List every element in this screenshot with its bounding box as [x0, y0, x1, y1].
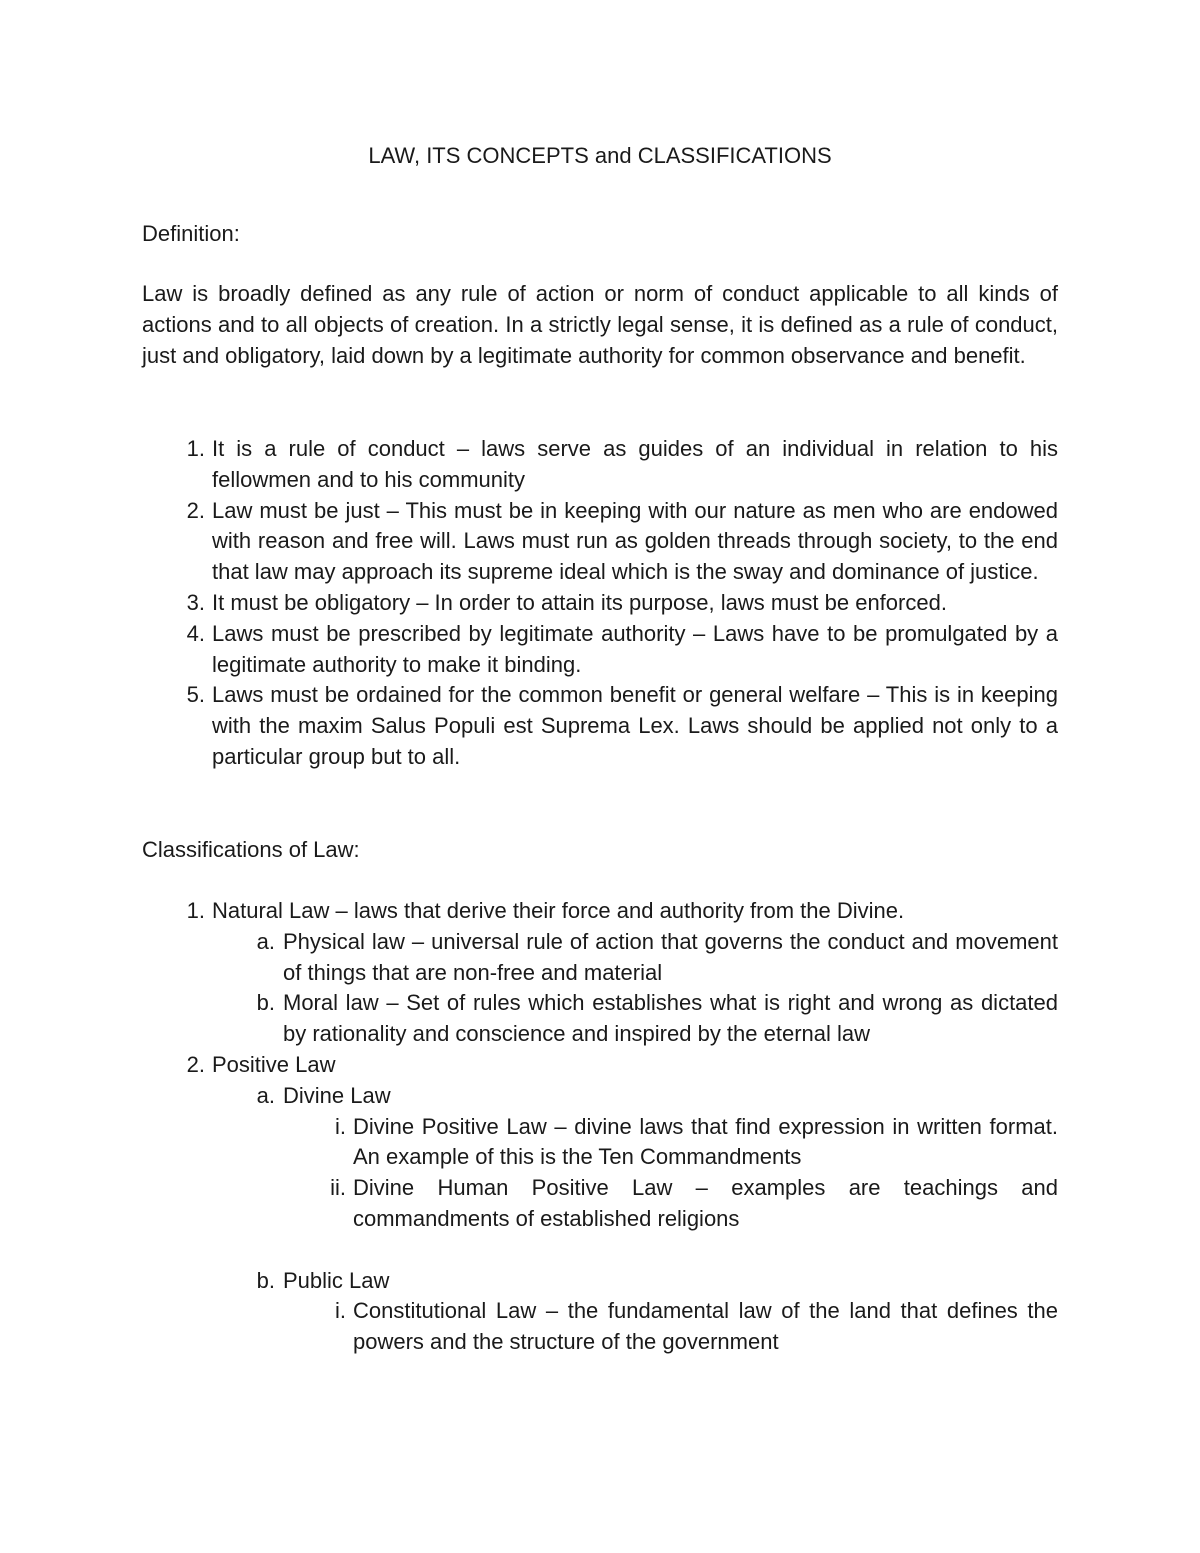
list-item-text: Law must be just – This must be in keeping with our nature as men who are endowed with reason and free will. Laws must run as golden threads through society, to the end that law may approach its supreme ideal which is the sway and dominance of justice.	[212, 497, 1058, 585]
classifications-heading: Classifications of Law:	[142, 837, 360, 862]
subsublist-roman: i.	[335, 1298, 346, 1324]
public-law-sublist	[283, 1296, 1058, 1358]
definition-heading: Definition:	[142, 221, 240, 246]
list-item	[142, 496, 1058, 588]
divine-law-sublist	[283, 1112, 1058, 1235]
list-number: 2.	[186, 1051, 205, 1077]
list-item-natural-law	[142, 896, 1058, 1050]
definition-paragraph: Law is broadly defined as any rule of action or norm of conduct applicable to all kinds of actions and to all objects of creation. In a strictly legal sense, it is defined as a rule of conduct, just and obligatory, laid down by a legitimate authority for common observance and benefit.	[142, 281, 1058, 368]
sublist-item-text: Divine Law	[283, 1082, 391, 1108]
sublist-item-physical-law	[212, 927, 1058, 989]
subsublist-item-text: Divine Human Positive Law – examples are teachings and commandments of established religions	[353, 1175, 1058, 1231]
subsublist-item-text: Divine Positive Law – divine laws that find expression in written format. An example of this is the Ten Commandments	[353, 1113, 1058, 1170]
list-number: 1.	[186, 898, 205, 923]
list-item	[142, 680, 1058, 772]
document-title: LAW, ITS CONCEPTS and CLASSIFICATIONS	[368, 143, 832, 168]
classifications-list	[142, 896, 1058, 1358]
sublist-item-divine-law	[212, 1081, 1058, 1266]
list-number: 2.	[186, 497, 205, 523]
subsublist-item-constitutional-law	[283, 1296, 1058, 1358]
list-item-text: It must be obligatory – In order to attain its purpose, laws must be enforced.	[212, 589, 947, 615]
sublist-letter: a.	[256, 1082, 275, 1108]
list-item-positive-law	[142, 1050, 1058, 1358]
sublist-item-text: Physical law – universal rule of action that governs the conduct and movement of things that are non-free and material	[283, 928, 1058, 985]
spacer	[283, 1235, 1058, 1266]
sublist-item-text: Public Law	[283, 1267, 390, 1293]
list-item-text: It is a rule of conduct – laws serve as guides of an individual in relation to his fellowmen and to his community	[212, 436, 1058, 492]
sublist-item-moral-law	[212, 988, 1058, 1050]
list-item-text: Natural Law – laws that derive their force and authority from the Divine.	[212, 898, 905, 923]
list-item-text: Laws must be ordained for the common benefit or general welfare – This is in keeping with the maxim Salus Populi est Suprema Lex. Laws should be applied not only to a particular group but to all.	[212, 682, 1058, 769]
list-item-text: Laws must be prescribed by legitimate authority – Laws have to be promulgated by a legitimate authority to make it binding.	[212, 620, 1058, 677]
sublist-letter: b.	[256, 1267, 275, 1293]
subsublist-roman: i.	[335, 1113, 346, 1139]
sublist-item-text: Moral law – Set of rules which establishes what is right and wrong as dictated by rationality and conscience and inspired by the eternal law	[283, 990, 1058, 1047]
list-number: 1.	[186, 436, 205, 461]
subsublist-item-divine-positive-law	[283, 1112, 1058, 1174]
list-number: 5.	[186, 682, 205, 708]
subsublist-roman: ii.	[330, 1175, 346, 1201]
list-number: 4.	[186, 620, 205, 646]
natural-law-sublist	[212, 927, 1058, 1050]
subsublist-item-text: Constitutional Law – the fundamental law of the land that defines the powers and the structure of the government	[353, 1298, 1058, 1355]
list-item	[142, 619, 1058, 681]
positive-law-sublist	[212, 1081, 1058, 1358]
list-item	[142, 434, 1058, 496]
subsublist-item-divine-human-positive-law	[283, 1173, 1058, 1235]
law-characteristics-list	[142, 434, 1058, 773]
list-item-text: Positive Law	[212, 1051, 336, 1077]
sublist-letter: b.	[256, 990, 275, 1016]
sublist-letter: a.	[256, 928, 275, 954]
sublist-item-public-law	[212, 1266, 1058, 1358]
list-number: 3.	[186, 589, 205, 615]
list-item	[142, 588, 1058, 619]
